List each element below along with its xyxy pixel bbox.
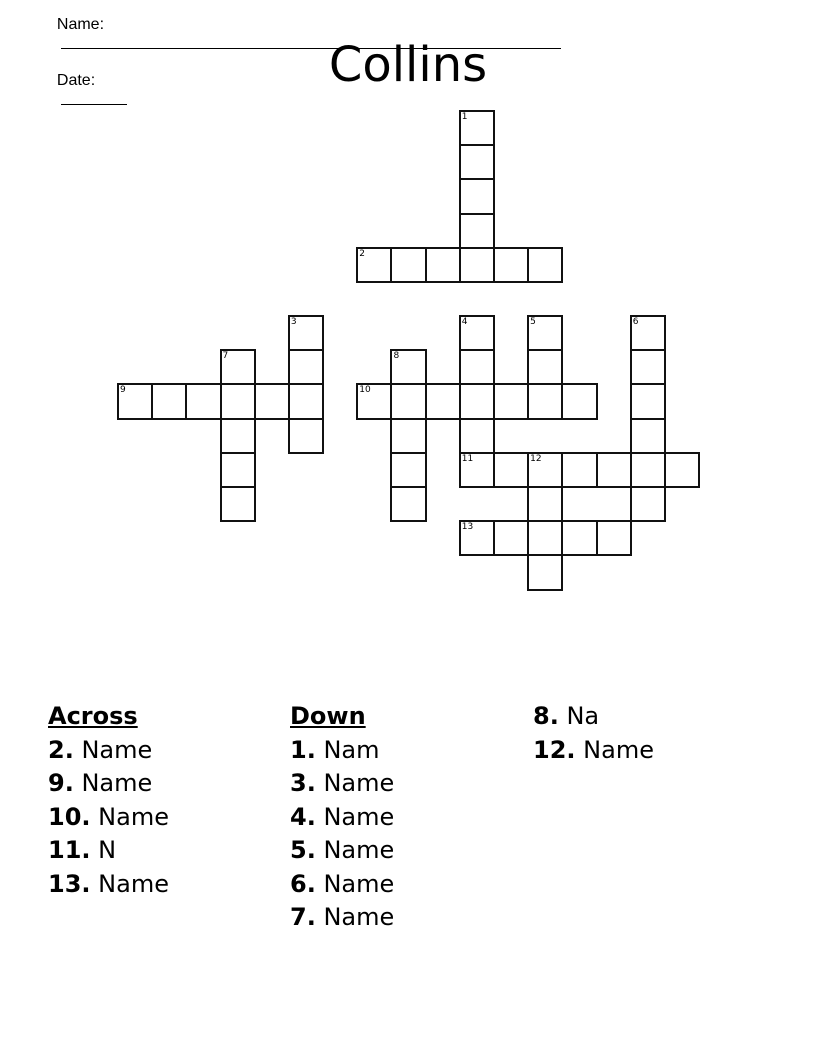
- grid-cell[interactable]: [459, 178, 495, 214]
- grid-cell[interactable]: [390, 349, 426, 385]
- grid-cell[interactable]: [527, 247, 563, 283]
- grid-cell[interactable]: [630, 315, 666, 351]
- grid-cell[interactable]: [459, 383, 495, 419]
- across-clue: 11. N: [48, 836, 117, 864]
- down-clue: 4. Name: [290, 802, 395, 831]
- grid-cell[interactable]: [493, 383, 529, 419]
- grid-cell[interactable]: [288, 383, 324, 419]
- grid-cell[interactable]: [596, 520, 632, 556]
- across-clue: 2. Name: [48, 735, 153, 764]
- clue-number: 9: [120, 385, 126, 396]
- grid-cell[interactable]: [288, 315, 324, 351]
- grid-cell[interactable]: [527, 349, 563, 385]
- grid-cell[interactable]: [459, 349, 495, 385]
- clue-number: 8: [393, 351, 400, 362]
- across-clue: 13. Name: [48, 869, 169, 898]
- grid-cell[interactable]: [527, 486, 563, 522]
- grid-cell[interactable]: [220, 486, 256, 522]
- clue-number: 12: [530, 453, 542, 464]
- grid-cell[interactable]: [630, 383, 666, 419]
- grid-cell[interactable]: [527, 315, 563, 351]
- clue-number: 11: [461, 453, 474, 464]
- grid-cell[interactable]: [527, 452, 563, 488]
- grid-cell[interactable]: [220, 418, 256, 454]
- grid-cell[interactable]: [390, 383, 426, 419]
- down-clue: 1. Nam: [290, 735, 380, 764]
- down-clues: [290, 700, 394, 935]
- grid-cell[interactable]: [390, 247, 426, 283]
- grid-cell[interactable]: [459, 452, 495, 488]
- grid-cell[interactable]: [220, 383, 256, 419]
- grid-cell[interactable]: [220, 349, 256, 385]
- across-heading: Across: [48, 702, 138, 730]
- grid-cell[interactable]: [459, 520, 495, 556]
- grid-cell[interactable]: [527, 520, 563, 556]
- grid-cell[interactable]: [356, 383, 392, 419]
- down-clues-continued: [533, 700, 654, 767]
- grid-cell[interactable]: [493, 247, 529, 283]
- across-clue: 9. Name: [48, 769, 153, 797]
- grid-cell[interactable]: [356, 247, 392, 283]
- grid-cell[interactable]: [390, 452, 426, 488]
- grid-cell[interactable]: [459, 247, 495, 283]
- date-label: Date:: [56, 72, 96, 89]
- grid-cell[interactable]: [117, 383, 153, 419]
- clue-number: 2: [359, 248, 365, 259]
- clue-number: 10: [359, 385, 371, 396]
- down-clue: 8. Na: [533, 702, 600, 730]
- grid-cell[interactable]: [151, 383, 187, 419]
- grid-cell[interactable]: [288, 418, 324, 454]
- down-heading: Down: [290, 702, 366, 730]
- page-title: Collins: [328, 37, 488, 93]
- across-clues: [48, 700, 169, 901]
- grid-cell[interactable]: [254, 383, 290, 419]
- grid-cell[interactable]: [493, 452, 529, 488]
- grid-cell[interactable]: [561, 383, 597, 419]
- grid-cell[interactable]: [390, 486, 426, 522]
- down-clue: 5. Name: [290, 836, 395, 864]
- across-clue: 10. Name: [48, 802, 169, 831]
- grid-cell[interactable]: [459, 418, 495, 454]
- grid-cell[interactable]: [288, 349, 324, 385]
- grid-cell[interactable]: [459, 110, 495, 146]
- grid-cell[interactable]: [630, 418, 666, 454]
- grid-cell[interactable]: [185, 383, 221, 419]
- clue-number: 13: [461, 522, 474, 533]
- down-clue: 6. Name: [290, 869, 395, 898]
- grid-cell[interactable]: [425, 247, 461, 283]
- clue-number: 5: [530, 317, 536, 328]
- clue-number: 1: [461, 112, 468, 122]
- grid-cell[interactable]: [459, 144, 495, 180]
- grid-cell[interactable]: [561, 452, 597, 488]
- grid-cell[interactable]: [527, 383, 563, 419]
- grid-cell[interactable]: [630, 349, 666, 385]
- name-label: Name:: [56, 16, 105, 33]
- down-clue: 12. Name: [533, 735, 654, 764]
- grid-cell[interactable]: [390, 418, 426, 454]
- clue-number: 7: [222, 351, 229, 362]
- clue-number: 3: [290, 317, 297, 328]
- clue-number: 6: [632, 317, 639, 328]
- down-clue: 3. Name: [290, 769, 395, 797]
- grid-cell[interactable]: [459, 315, 495, 351]
- grid-cell[interactable]: [220, 452, 256, 488]
- grid-cell[interactable]: [527, 554, 563, 590]
- grid-cell[interactable]: [630, 452, 666, 488]
- grid-cell[interactable]: [425, 383, 461, 419]
- grid-cell[interactable]: [561, 520, 597, 556]
- grid-cell[interactable]: [596, 452, 632, 488]
- grid-cell[interactable]: [630, 486, 666, 522]
- grid-cell[interactable]: [664, 452, 700, 488]
- grid-cell[interactable]: [459, 213, 495, 249]
- grid-cell[interactable]: [493, 520, 529, 556]
- down-clue: 7. Name: [290, 903, 395, 931]
- clue-number: 4: [461, 317, 468, 328]
